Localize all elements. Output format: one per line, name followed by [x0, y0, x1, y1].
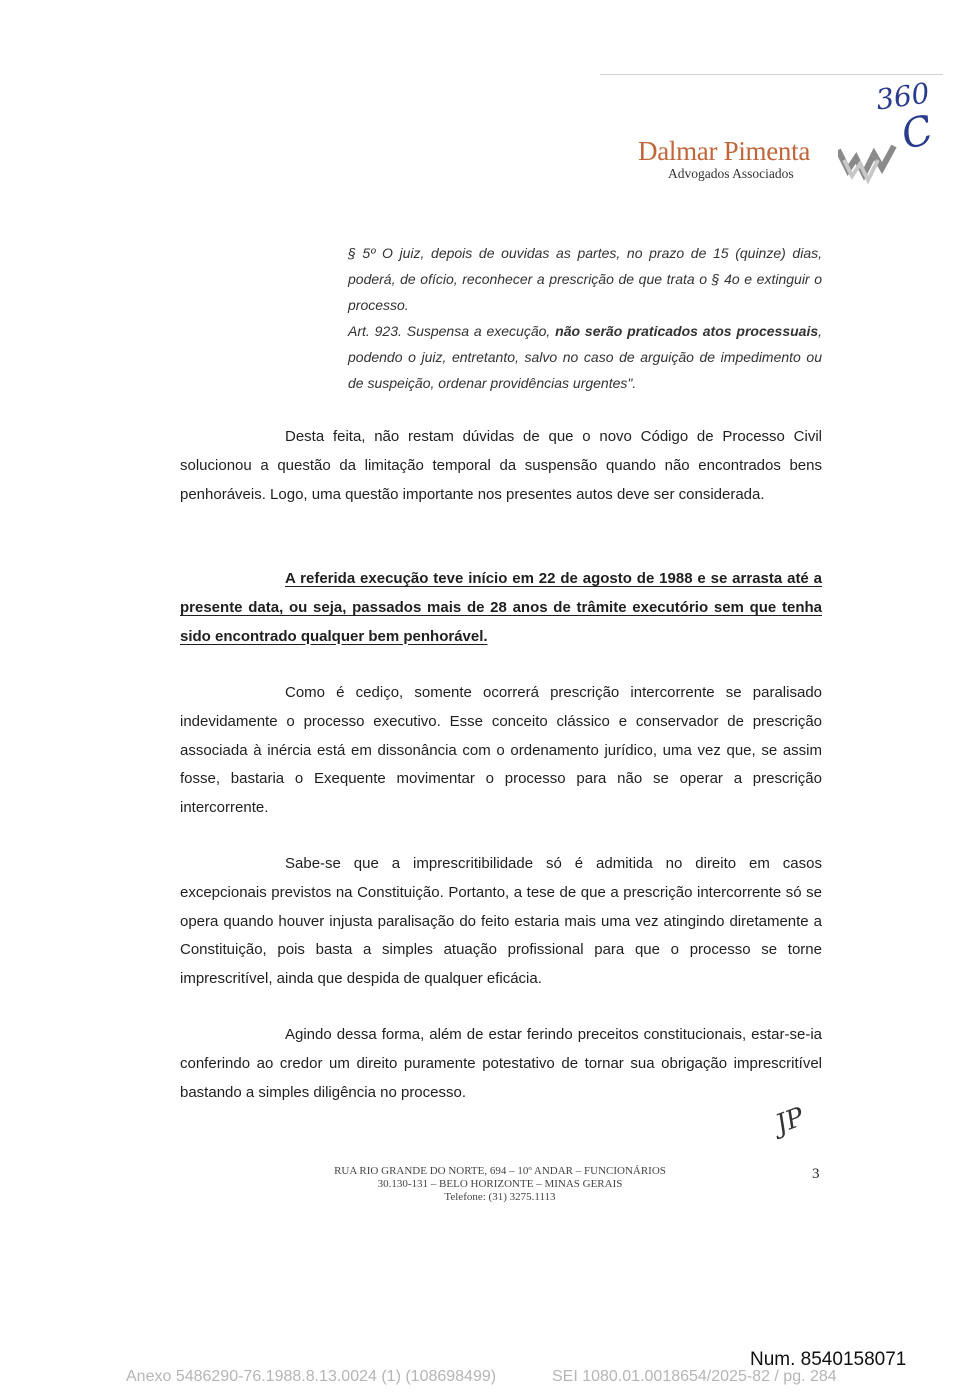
- paragraph-2-highlight: [180, 565, 822, 651]
- firm-logo-icon: [838, 128, 918, 184]
- article-prefix: Art. 923. Suspensa a execução,: [348, 323, 551, 339]
- quote-article-923: [348, 318, 822, 396]
- footer-address-line1: RUA RIO GRANDE DO NORTE, 694 – 10º ANDAR – FUNCIONÁRIOS: [334, 1165, 666, 1177]
- header-rule: [600, 74, 943, 75]
- article-suffix: , podendo o juiz, entretanto, salvo no caso de arguição de impedimento ou de suspeição, ordenar providências urgentes".: [348, 323, 823, 391]
- article-bold: não serão praticados atos processuais: [555, 323, 819, 339]
- signature-initials: JP: [771, 1102, 809, 1140]
- firm-subtitle: Advogados Associados: [668, 166, 794, 181]
- handwritten-mark: C: [896, 106, 939, 160]
- paragraph-1-text: Desta feita, não restam dúvidas de que o novo Código de Processo Civil solucionou a questão da limitação temporal da suspensão quando não encontrados bens penhoráveis. Logo, uma questão importante nos presentes autos deve ser considerada.: [180, 428, 822, 503]
- footer-phone: Telefone: (31) 3275.1113: [444, 1191, 556, 1203]
- paragraph-1: [180, 423, 822, 509]
- legal-quote: [348, 240, 822, 396]
- paragraph-5-text: Agindo dessa forma, além de estar ferindo preceitos constitucionais, estar-se-ia conferindo ao credor um direito puramente potestativo de tornar sua obrigação imprescritível bastando a simples diligência no processo.: [180, 1026, 822, 1101]
- paragraph-4-text: Sabe-se que a imprescritibilidade só é admitida no direito em casos excepcionais previstos na Constituição. Portanto, a tese de que a prescrição intercorrente só se opera quando houver injusta paralisação do feito estaria mais uma vez atingindo diretamente a Constituição, pois basta a simples atuação profissional para que o processo se torne imprescritível, ainda que despida de qualquer eficácia.: [180, 855, 822, 988]
- sei-stamp: SEI 1080.01.0018654/2025-82 / pg. 284: [552, 1368, 837, 1385]
- paragraph-2-text: A referida execução teve início em 22 de agosto de 1988 e se arrasta até a presente data, ou seja, passados mais de 28 anos de trâmite executório sem que tenha sido encontrado qualquer bem penhorável.: [180, 570, 822, 645]
- paragraph-4: [180, 850, 822, 994]
- footer-address-line2: 30.130-131 – BELO HORIZONTE – MINAS GERAIS: [377, 1178, 623, 1190]
- page-number: 3: [812, 1166, 820, 1182]
- quote-paragraph-5: § 5º O juiz, depois de ouvidas as partes, no prazo de 15 (quinze) dias, poderá, de ofício, reconhecer a prescrição de que trata o § 4o e extinguir o processo.: [348, 245, 822, 313]
- document-number-stamp: Num. 8540158071: [750, 1349, 907, 1370]
- annex-stamp: Anexo 5486290-76.1988.8.13.0024 (1) (108698499): [126, 1368, 497, 1385]
- firm-name: Dalmar Pimenta: [638, 136, 810, 166]
- paragraph-5: [180, 1021, 822, 1107]
- paragraph-3-text: Como é cediço, somente ocorrerá prescrição intercorrente se paralisado indevidamente o processo executivo. Esse conceito clássico e conservador de prescrição associada à inércia está em dissonância com o ordenamento jurídico, uma vez que, se assim fosse, bastaria o Exequente movimentar o processo para não se operar a prescrição intercorrente.: [180, 684, 822, 817]
- footer-address: [300, 1165, 700, 1204]
- paragraph-3: [180, 679, 822, 823]
- handwritten-page-number: 360: [873, 76, 932, 117]
